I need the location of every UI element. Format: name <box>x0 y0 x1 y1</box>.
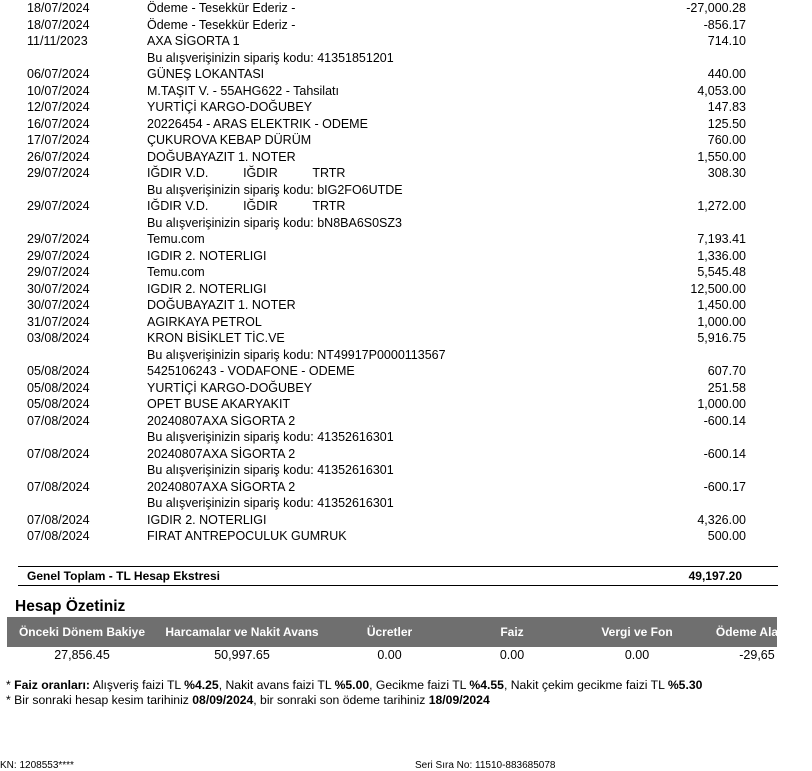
transaction-amount: 1,450.00 <box>697 298 746 312</box>
transaction-description: Bu alışverişinizin sipariş kodu: NT49917P0000113567 <box>147 347 446 362</box>
transaction-description: Temu.com <box>147 232 205 246</box>
transaction-description: Ödeme - Tesekkür Ederiz - <box>147 17 296 32</box>
transaction-row <box>0 330 768 347</box>
footnote-next-dates <box>6 693 490 707</box>
transaction-date: 07/08/2024 <box>27 479 90 494</box>
transaction-description: IGDIR 2. NOTERLIGI <box>147 512 267 527</box>
transaction-date: 05/08/2024 <box>27 380 90 395</box>
footnote-date-value: 18/09/2024 <box>428 693 490 707</box>
transaction-description: 5425106243 - VODAFONE - ODEME <box>147 364 355 378</box>
transaction-date: 07/08/2024 <box>27 512 90 527</box>
transaction-date: 06/07/2024 <box>27 67 90 81</box>
footnote-text: , bir sonraki son ödeme tarihiniz <box>253 693 429 707</box>
summary-header-row <box>7 617 799 647</box>
transaction-amount: 1,272.00 <box>697 199 746 213</box>
transaction-date: 31/07/2024 <box>27 314 90 329</box>
transaction-description: Temu.com <box>147 265 205 279</box>
transaction-description: DOĞUBAYAZIT 1. NOTER <box>147 149 296 164</box>
transaction-date: 10/07/2024 <box>27 83 90 98</box>
transaction-description: 20240807AXA SİGORTA 2 <box>147 413 296 428</box>
transaction-date: 16/07/2024 <box>27 116 90 131</box>
transaction-description: Bu alışverişinizin sipariş kodu: bIG2FO6UTDE <box>147 182 403 197</box>
footnote-rate-value: %4.25 <box>184 678 219 692</box>
footnote-rates-label: Faiz oranları: <box>14 678 90 692</box>
transaction-row <box>0 17 768 34</box>
bottom-left-id: KN: 1208553**** <box>0 760 74 771</box>
summary-header-previous-balance: Önceki Dönem Bakiye <box>18 624 146 639</box>
transaction-row <box>0 396 768 413</box>
transaction-row <box>0 66 768 83</box>
transaction-amount: 714.10 <box>707 34 746 48</box>
order-code-note <box>0 182 768 199</box>
transaction-row <box>0 528 768 545</box>
transaction-description: IĞDIR V.D. IĞDIR TRTR <box>147 166 346 180</box>
transaction-date: 29/07/2024 <box>27 232 90 246</box>
transaction-row <box>0 281 768 298</box>
footnote-rate-value: %5.30 <box>667 678 703 692</box>
transaction-date: 05/08/2024 <box>27 397 90 411</box>
transaction-amount: -600.14 <box>703 413 746 428</box>
transaction-row <box>0 297 768 314</box>
transaction-amount: -600.17 <box>703 479 746 494</box>
order-code-note <box>0 429 768 446</box>
transaction-amount: 4,053.00 <box>697 83 746 98</box>
footnote-rate-value: %5.00 <box>334 678 370 692</box>
transaction-date: 05/08/2024 <box>27 364 90 378</box>
transaction-date: 29/07/2024 <box>27 265 90 279</box>
transaction-amount: 607.70 <box>707 364 746 378</box>
transaction-description: ÇUKUROVA KEBAP DÜRÜM <box>147 133 312 147</box>
transaction-amount: 5,916.75 <box>697 331 746 345</box>
transaction-date: 29/07/2024 <box>27 248 90 263</box>
transaction-description: IĞDIR V.D. IĞDIR TRTR <box>147 199 346 213</box>
transaction-amount: 1,000.00 <box>697 314 746 329</box>
transaction-description: Ödeme - Tesekkür Ederiz - <box>147 1 296 15</box>
transaction-amount: 147.83 <box>707 100 746 114</box>
footnote-rate-value: %4.55 <box>469 678 504 692</box>
summary-value-previous-balance: 27,856.45 <box>54 648 110 662</box>
footnote-text: , Nakit avans faizi TL <box>218 678 335 692</box>
transaction-row <box>0 116 768 133</box>
transaction-description: OPET BUSE AKARYAKIT <box>147 397 291 411</box>
order-code-note <box>0 50 768 67</box>
transaction-row <box>0 132 768 149</box>
footnote-text: , Nakit çekim gecikme faizi TL <box>503 678 668 692</box>
transaction-amount: 4,326.00 <box>697 512 746 527</box>
grand-total-bar <box>18 566 778 586</box>
transaction-row <box>0 33 768 50</box>
transaction-row <box>0 165 768 182</box>
summary-value-interest: 0.00 <box>499 648 525 662</box>
transaction-description: YURTİÇİ KARGO-DOĞUBEY <box>147 100 313 114</box>
footnote-text: Alışveriş faizi TL <box>90 678 185 692</box>
transaction-description: 20240807AXA SİGORTA 2 <box>147 446 296 461</box>
transaction-date: 18/07/2024 <box>27 17 90 32</box>
transaction-date: 07/08/2024 <box>27 413 90 428</box>
order-code-note <box>0 347 768 364</box>
summary-value-tax: 0.00 <box>624 648 650 662</box>
footnote-text: , Gecikme faizi TL <box>369 678 470 692</box>
transaction-row <box>0 380 768 397</box>
transaction-row <box>0 83 768 100</box>
transaction-description: GÜNEŞ LOKANTASI <box>147 67 265 81</box>
transaction-row <box>0 198 768 215</box>
footnote-text: * Bir sonraki hesap kesim tarihiniz <box>6 693 193 707</box>
transaction-description: Bu alışverişinizin sipariş kodu: bN8BA6S0SZ3 <box>147 215 402 230</box>
transaction-row <box>0 0 768 17</box>
summary-header-interest: Faiz <box>500 624 524 639</box>
transaction-row <box>0 479 768 496</box>
transaction-description: AXA SİGORTA 1 <box>147 34 240 48</box>
transaction-amount: 1,550.00 <box>697 149 746 164</box>
summary-header-fees: Ücretler <box>366 624 413 639</box>
transaction-date: 30/07/2024 <box>27 298 90 312</box>
order-code-note <box>0 495 768 512</box>
summary-header-expenses: Harcamalar ve Nakit Avans <box>165 624 319 639</box>
transaction-row <box>0 413 768 430</box>
transaction-date: 29/07/2024 <box>27 199 90 213</box>
transaction-date: 29/07/2024 <box>27 166 90 180</box>
summary-header-tax: Vergi ve Fon <box>601 624 673 639</box>
grand-total-label: Genel Toplam - TL Hesap Ekstresi <box>27 569 220 583</box>
transaction-date: 07/08/2024 <box>27 529 90 543</box>
transaction-amount: 308.30 <box>707 166 746 180</box>
transaction-row <box>0 363 768 380</box>
transaction-description: AGIRKAYA PETROL <box>147 314 262 329</box>
transaction-description: 20240807AXA SİGORTA 2 <box>147 479 296 494</box>
transaction-description: IGDIR 2. NOTERLIGI <box>147 281 267 296</box>
footnote-bullet: * <box>6 678 15 692</box>
transaction-amount: 125.50 <box>707 116 746 131</box>
transaction-description: Bu alışverişinizin sipariş kodu: 41351851201 <box>147 50 394 65</box>
summary-value-fees: 0.00 <box>377 648 402 662</box>
transaction-description: Bu alışverişinizin sipariş kodu: 41352616301 <box>147 463 394 477</box>
transaction-row <box>0 99 768 116</box>
transaction-row <box>0 248 768 265</box>
transaction-description: 20226454 - ARAS ELEKTRIK - ODEME <box>147 116 368 131</box>
order-code-note <box>0 215 768 232</box>
summary-values-row <box>7 648 777 662</box>
transaction-description: YURTİÇİ KARGO-DOĞUBEY <box>147 380 313 395</box>
transaction-amount: -600.14 <box>703 446 746 461</box>
transaction-row <box>0 512 768 529</box>
transaction-date: 30/07/2024 <box>27 281 90 296</box>
summary-value-expenses: 50,997.65 <box>214 648 270 662</box>
grand-total-value: 49,197.20 <box>688 569 742 583</box>
transaction-amount: 440.00 <box>707 67 746 81</box>
transaction-amount: 1,000.00 <box>697 397 746 411</box>
transaction-amount: 7,193.41 <box>697 232 746 246</box>
transaction-amount: 500.00 <box>707 529 746 543</box>
transaction-amount: 760.00 <box>707 133 746 147</box>
transaction-amount: 251.58 <box>707 380 746 395</box>
transaction-description: DOĞUBAYAZIT 1. NOTER <box>147 298 296 312</box>
summary-value-payment: -29,65 <box>739 648 775 662</box>
transaction-description: M.TAŞIT V. - 55AHG622 - Tahsilatı <box>147 83 339 98</box>
transaction-row <box>0 446 768 463</box>
footnote-interest-rates <box>6 678 702 692</box>
transaction-amount: -27,000.28 <box>686 1 746 15</box>
transaction-amount: 5,545.48 <box>697 265 746 279</box>
transaction-description: KRON BİSİKLET TİC.VE <box>147 331 285 345</box>
transaction-description: Bu alışverişinizin sipariş kodu: 41352616301 <box>147 496 394 510</box>
summary-title: Hesap Özetiniz <box>15 598 126 615</box>
transaction-description: IGDIR 2. NOTERLIGI <box>147 248 267 263</box>
transaction-date: 18/07/2024 <box>27 1 90 15</box>
transaction-description: FIRAT ANTREPOCULUK GUMRUK <box>147 529 347 543</box>
transaction-row <box>0 264 768 281</box>
transaction-amount: -856.17 <box>703 17 746 32</box>
bottom-serial-number: Seri Sıra No: 11510-883685078 <box>415 760 556 771</box>
transaction-date: 03/08/2024 <box>27 331 90 345</box>
transaction-date: 11/11/2023 <box>27 34 88 48</box>
order-code-note <box>0 462 768 479</box>
transaction-amount: 1,336.00 <box>697 248 746 263</box>
transaction-date: 17/07/2024 <box>27 133 90 147</box>
transaction-date: 07/08/2024 <box>27 446 90 461</box>
transaction-date: 12/07/2024 <box>27 100 90 114</box>
transaction-row <box>0 149 768 166</box>
transaction-date: 26/07/2024 <box>27 149 90 164</box>
transaction-row <box>0 314 768 331</box>
transaction-row <box>0 231 768 248</box>
summary-header-payment: Ödeme Alacak <box>715 624 799 639</box>
transaction-description: Bu alışverişinizin sipariş kodu: 41352616301 <box>147 430 394 444</box>
transaction-amount: 12,500.00 <box>690 281 746 296</box>
footnote-date-value: 08/09/2024 <box>192 693 254 707</box>
